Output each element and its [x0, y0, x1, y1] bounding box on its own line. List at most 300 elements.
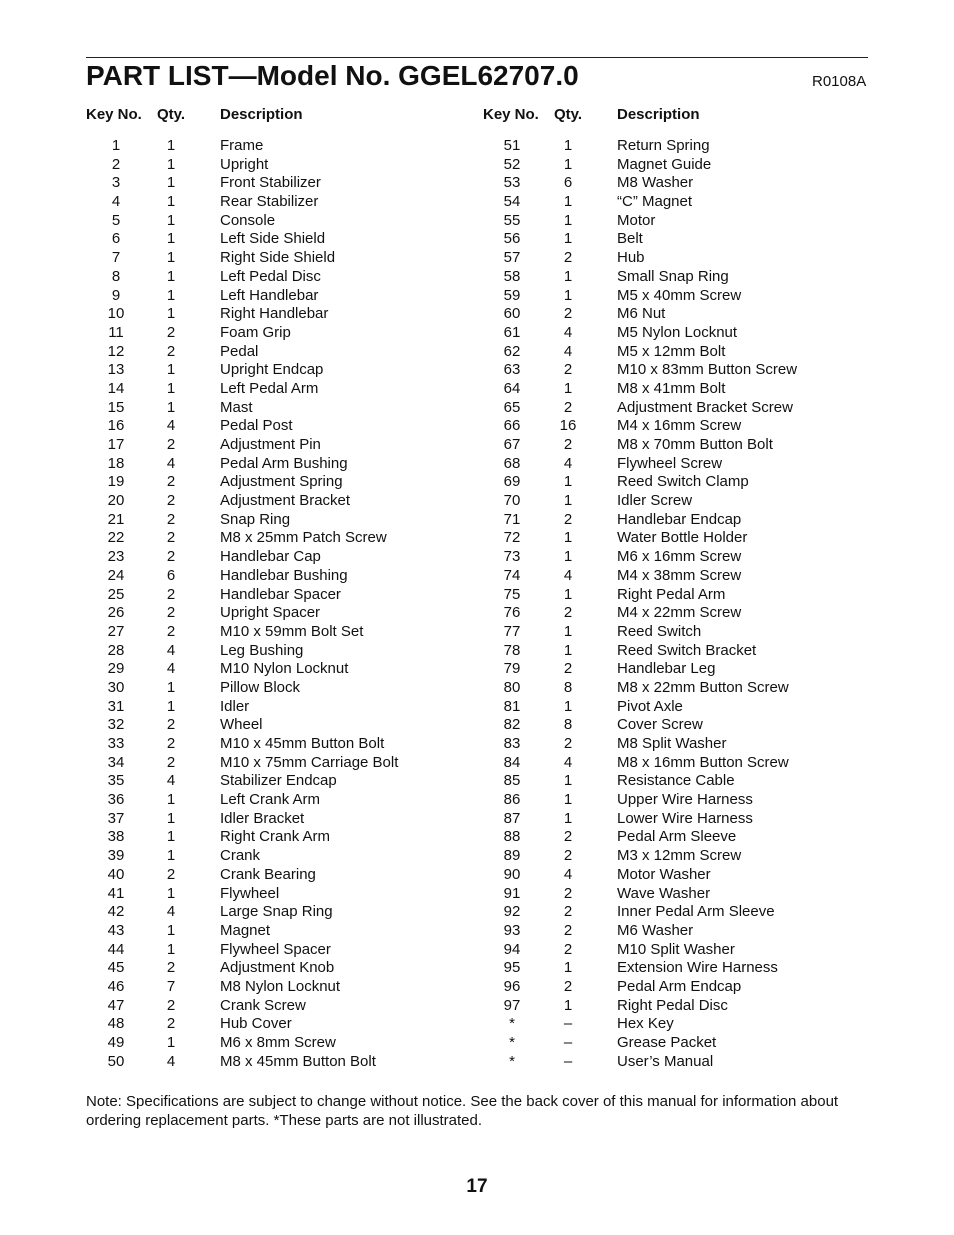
- part-description: Magnet Guide: [617, 155, 712, 173]
- part-key-number: 65: [503, 398, 521, 416]
- footnote: Note: Specifications are subject to change without notice. See the back cover of this manual for information about ordering replacement parts. *These parts are not illustrated.: [86, 1093, 839, 1129]
- part-row: [0, 679, 954, 698]
- part-key-number: 44: [107, 940, 125, 958]
- part-key-number: 71: [503, 510, 521, 528]
- part-description: Flywheel Spacer: [220, 940, 331, 958]
- right-header-qty: Qty.: [554, 106, 583, 123]
- part-description: Crank Screw: [220, 996, 306, 1014]
- part-description: Adjustment Bracket Screw: [617, 398, 793, 416]
- part-row: [0, 735, 954, 754]
- part-description: User’s Manual: [617, 1052, 714, 1070]
- part-description: Handlebar Spacer: [220, 585, 341, 603]
- part-row: [0, 399, 954, 418]
- part-row: [0, 174, 954, 193]
- part-key-number: 73: [503, 548, 521, 566]
- part-quantity: 2: [166, 492, 176, 510]
- part-quantity: 1: [563, 155, 573, 173]
- part-quantity: 2: [563, 977, 573, 995]
- part-description: Crank: [220, 847, 261, 865]
- right-header-description: Description: [617, 106, 700, 123]
- part-description: Pedal Post: [220, 417, 293, 435]
- left-header-key: Key No.: [86, 106, 142, 123]
- part-quantity: 4: [563, 753, 573, 771]
- part-key-number: 83: [503, 735, 521, 752]
- part-quantity: 2: [166, 716, 176, 734]
- part-key-number: 66: [503, 417, 521, 435]
- part-description: Upper Wire Harness: [617, 791, 753, 809]
- part-quantity: 8: [563, 678, 573, 696]
- part-quantity: 1: [563, 137, 573, 154]
- part-key-number: 25: [107, 585, 125, 603]
- parts-list-right: [0, 137, 954, 1071]
- part-key-number: 74: [503, 566, 521, 584]
- part-description: Return Spring: [617, 137, 710, 154]
- part-description: M10 Split Washer: [617, 940, 735, 958]
- part-quantity: 4: [563, 342, 573, 360]
- part-quantity: 1: [563, 791, 573, 809]
- part-description: Handlebar Bushing: [220, 566, 348, 584]
- part-description: Right Pedal Disc: [617, 996, 728, 1014]
- part-description: Upright: [220, 155, 269, 173]
- part-quantity: 7: [166, 977, 176, 995]
- part-row: [0, 324, 954, 343]
- part-quantity: 2: [166, 753, 176, 771]
- part-description: Small Snap Ring: [617, 267, 729, 285]
- part-key-number: 37: [107, 809, 125, 827]
- part-description: Hub Cover: [220, 1015, 292, 1033]
- part-quantity: 1: [563, 230, 573, 248]
- part-row: [0, 623, 954, 642]
- part-description: Grease Packet: [617, 1034, 717, 1051]
- part-key-number: 1: [111, 137, 121, 154]
- part-row: [0, 698, 954, 717]
- part-quantity: 4: [166, 454, 176, 472]
- part-quantity: 1: [563, 585, 573, 603]
- part-quantity: 1: [563, 473, 573, 491]
- part-description: M8 x 16mm Button Screw: [617, 753, 789, 771]
- part-quantity: 4: [563, 323, 573, 341]
- part-description: M5 x 40mm Screw: [617, 286, 742, 304]
- part-quantity: 2: [563, 735, 573, 752]
- part-quantity: 1: [166, 267, 176, 285]
- part-key-number: 78: [503, 641, 521, 659]
- part-key-number: 32: [107, 716, 125, 734]
- part-description: M6 x 16mm Screw: [617, 548, 742, 566]
- part-key-number: 90: [503, 865, 521, 883]
- part-description: M8 x 41mm Bolt: [617, 379, 726, 397]
- part-row: [0, 1053, 954, 1072]
- right-header-key: Key No.: [483, 106, 539, 123]
- part-description: M5 x 12mm Bolt: [617, 342, 726, 360]
- part-description: Wheel: [220, 716, 263, 734]
- page-number: 17: [466, 1176, 488, 1197]
- part-description: Lower Wire Harness: [617, 809, 753, 827]
- part-description: M10 x 45mm Button Bolt: [220, 735, 385, 752]
- part-description: M6 Nut: [617, 305, 666, 323]
- part-key-number: 27: [107, 622, 125, 640]
- part-quantity: 2: [563, 249, 573, 267]
- part-key-number: 19: [107, 473, 125, 491]
- part-description: Adjustment Pin: [220, 436, 321, 453]
- part-key-number: 11: [108, 323, 124, 341]
- part-key-number: 38: [107, 828, 125, 846]
- part-quantity: 1: [166, 174, 176, 192]
- part-row: [0, 455, 954, 474]
- part-key-number: 43: [107, 921, 125, 939]
- part-key-number: 76: [503, 604, 521, 622]
- part-quantity: 1: [166, 1034, 176, 1051]
- part-row: [0, 810, 954, 829]
- part-description: M8 Nylon Locknut: [220, 977, 341, 995]
- part-quantity: 2: [166, 585, 176, 603]
- part-quantity: 2: [563, 660, 573, 678]
- part-quantity: 1: [563, 529, 573, 547]
- part-description: Foam Grip: [220, 323, 291, 341]
- part-description: M6 x 8mm Screw: [220, 1034, 336, 1051]
- part-description: Pillow Block: [220, 678, 301, 696]
- part-description: Extension Wire Harness: [617, 959, 778, 977]
- part-description: Motor Washer: [617, 865, 711, 883]
- part-description: M8 x 45mm Button Bolt: [220, 1052, 376, 1070]
- part-quantity: 4: [166, 772, 176, 790]
- part-quantity: 2: [166, 1015, 176, 1033]
- part-quantity: 2: [563, 398, 573, 416]
- part-description: Reed Switch Clamp: [617, 473, 749, 491]
- part-key-number: 46: [107, 977, 125, 995]
- part-description: Left Crank Arm: [220, 791, 321, 809]
- part-quantity: 1: [563, 772, 573, 790]
- part-quantity: 2: [563, 604, 573, 622]
- part-row: [0, 847, 954, 866]
- part-description: M8 x 25mm Patch Screw: [220, 529, 387, 547]
- part-key-number: 20: [107, 492, 125, 510]
- part-key-number: 84: [503, 753, 521, 771]
- part-description: Front Stabilizer: [220, 174, 321, 192]
- part-quantity: 6: [166, 566, 176, 584]
- part-quantity: 8: [563, 716, 573, 734]
- part-key-number: 95: [503, 959, 521, 977]
- part-description: M4 x 38mm Screw: [617, 566, 742, 584]
- part-row: [0, 903, 954, 922]
- part-key-number: 39: [107, 847, 125, 865]
- part-row: [0, 548, 954, 567]
- part-row: [0, 529, 954, 548]
- part-description: Idler Screw: [617, 492, 693, 510]
- part-quantity: 1: [563, 641, 573, 659]
- part-quantity: 4: [563, 865, 573, 883]
- part-key-number: 91: [503, 884, 521, 902]
- part-description: Motor: [617, 211, 656, 229]
- part-key-number: 2: [111, 155, 121, 173]
- part-quantity: 2: [563, 884, 573, 902]
- part-key-number: 13: [107, 361, 125, 379]
- part-description: Magnet: [220, 921, 271, 939]
- part-quantity: 2: [166, 473, 176, 491]
- part-quantity: 4: [166, 1052, 176, 1070]
- part-key-number: 58: [503, 267, 521, 285]
- part-key-number: 17: [107, 436, 125, 453]
- part-key-number: 64: [503, 379, 521, 397]
- part-key-number: 88: [503, 828, 521, 846]
- part-key-number: 23: [107, 548, 125, 566]
- part-description: Pivot Axle: [617, 697, 683, 715]
- part-key-number: 12: [107, 342, 125, 360]
- part-row: [0, 660, 954, 679]
- part-description: M4 x 16mm Screw: [617, 417, 742, 435]
- part-description: Flywheel: [220, 884, 280, 902]
- part-key-number: 16: [107, 417, 125, 435]
- part-description: Left Side Shield: [220, 230, 326, 248]
- part-key-number: 50: [107, 1052, 125, 1070]
- part-key-number: 97: [503, 996, 521, 1014]
- part-row: [0, 287, 954, 306]
- part-quantity: 1: [563, 622, 573, 640]
- part-quantity: 1: [166, 249, 176, 267]
- part-row: [0, 997, 954, 1016]
- part-quantity: 4: [166, 903, 176, 921]
- part-quantity: 2: [563, 510, 573, 528]
- top-rule: [86, 57, 868, 58]
- part-key-number: *: [509, 1052, 515, 1070]
- part-description: Pedal Arm Bushing: [220, 454, 348, 472]
- part-quantity: 2: [563, 305, 573, 323]
- part-key-number: 3: [111, 174, 121, 192]
- part-description: Left Pedal Arm: [220, 379, 319, 397]
- part-key-number: 82: [503, 716, 521, 734]
- part-description: M8 Split Washer: [617, 735, 727, 752]
- part-description: Handlebar Leg: [617, 660, 716, 678]
- part-quantity: 2: [166, 342, 176, 360]
- part-quantity: 1: [166, 286, 176, 304]
- part-description: Console: [220, 211, 276, 229]
- part-description: Stabilizer Endcap: [220, 772, 337, 790]
- part-quantity: 1: [166, 193, 176, 211]
- part-description: Pedal: [220, 342, 259, 360]
- part-key-number: 42: [107, 903, 125, 921]
- part-description: Adjustment Bracket: [220, 492, 351, 510]
- part-description: Large Snap Ring: [220, 903, 333, 921]
- part-key-number: 62: [503, 342, 521, 360]
- part-key-number: 80: [503, 678, 521, 696]
- part-key-number: 35: [107, 772, 125, 790]
- part-quantity: –: [563, 1052, 573, 1070]
- left-header-description: Description: [220, 106, 303, 123]
- part-quantity: 1: [563, 809, 573, 827]
- part-row: [0, 866, 954, 885]
- part-key-number: 26: [107, 604, 125, 622]
- part-quantity: 1: [166, 791, 176, 809]
- part-description: “C” Magnet: [617, 193, 693, 211]
- part-quantity: 1: [563, 211, 573, 229]
- part-quantity: 1: [166, 809, 176, 827]
- part-row: [0, 922, 954, 941]
- part-description: Adjustment Spring: [220, 473, 343, 491]
- part-key-number: 5: [111, 211, 121, 229]
- part-row: [0, 305, 954, 324]
- part-key-number: 89: [503, 847, 521, 865]
- part-quantity: 2: [166, 548, 176, 566]
- part-quantity: 2: [563, 361, 573, 379]
- part-description: M6 Washer: [617, 921, 694, 939]
- part-description: Rear Stabilizer: [220, 193, 319, 211]
- part-description: Crank Bearing: [220, 865, 316, 883]
- part-key-number: 10: [107, 305, 125, 323]
- part-row: [0, 941, 954, 960]
- part-key-number: 22: [107, 529, 125, 547]
- part-key-number: 68: [503, 454, 521, 472]
- part-description: M10 x 83mm Button Screw: [617, 361, 798, 379]
- part-key-number: 60: [503, 305, 521, 323]
- part-key-number: 61: [503, 323, 521, 341]
- part-row: [0, 249, 954, 268]
- part-key-number: 40: [107, 865, 125, 883]
- document-code: R0108A: [812, 73, 867, 90]
- part-quantity: 1: [166, 361, 176, 379]
- part-quantity: 1: [166, 230, 176, 248]
- part-row: [0, 511, 954, 530]
- part-row: [0, 604, 954, 623]
- part-key-number: 41: [107, 884, 125, 902]
- part-key-number: 72: [503, 529, 521, 547]
- part-key-number: 45: [107, 959, 125, 977]
- part-quantity: 1: [563, 379, 573, 397]
- part-key-number: 30: [107, 678, 125, 696]
- part-row: [0, 978, 954, 997]
- part-key-number: 34: [107, 753, 125, 771]
- part-key-number: 96: [503, 977, 521, 995]
- part-quantity: 1: [166, 211, 176, 229]
- part-description: Wave Washer: [617, 884, 711, 902]
- part-key-number: 57: [503, 249, 521, 267]
- part-description: Adjustment Knob: [220, 959, 335, 977]
- part-row: [0, 791, 954, 810]
- part-quantity: –: [563, 1015, 573, 1033]
- part-row: [0, 268, 954, 287]
- part-quantity: 1: [166, 305, 176, 323]
- part-key-number: 52: [503, 155, 521, 173]
- part-quantity: 2: [166, 865, 176, 883]
- part-quantity: 2: [166, 996, 176, 1014]
- part-description: Cover Screw: [617, 716, 703, 734]
- part-description: Reed Switch Bracket: [617, 641, 757, 659]
- part-description: Inner Pedal Arm Sleeve: [617, 903, 775, 921]
- part-row: [0, 828, 954, 847]
- part-description: Flywheel Screw: [617, 454, 723, 472]
- part-quantity: 4: [563, 454, 573, 472]
- part-quantity: 2: [563, 921, 573, 939]
- part-quantity: 1: [166, 847, 176, 865]
- part-description: Left Handlebar: [220, 286, 319, 304]
- part-description: Right Crank Arm: [220, 828, 331, 846]
- part-description: Upright Endcap: [220, 361, 324, 379]
- part-key-number: 56: [503, 230, 521, 248]
- part-key-number: *: [509, 1015, 515, 1033]
- part-quantity: 1: [166, 137, 176, 154]
- part-key-number: 24: [107, 566, 125, 584]
- part-description: M4 x 22mm Screw: [617, 604, 742, 622]
- part-row: [0, 1034, 954, 1053]
- part-row: [0, 716, 954, 735]
- part-description: M8 x 22mm Button Screw: [617, 678, 789, 696]
- part-description: Hub: [617, 249, 645, 267]
- part-quantity: 2: [166, 510, 176, 528]
- part-key-number: 81: [503, 697, 521, 715]
- part-key-number: *: [509, 1034, 515, 1051]
- part-key-number: 21: [107, 510, 125, 528]
- part-quantity: 4: [166, 660, 176, 678]
- part-quantity: 2: [563, 436, 573, 453]
- part-description: Leg Bushing: [220, 641, 304, 659]
- part-description: Pedal Arm Sleeve: [617, 828, 737, 846]
- part-row: [0, 885, 954, 904]
- part-quantity: 1: [166, 678, 176, 696]
- part-quantity: 2: [166, 604, 176, 622]
- part-key-number: 59: [503, 286, 521, 304]
- part-quantity: 4: [563, 566, 573, 584]
- part-key-number: 14: [107, 379, 125, 397]
- part-quantity: 4: [166, 641, 176, 659]
- part-row: [0, 492, 954, 511]
- part-description: Idler Bracket: [220, 809, 305, 827]
- part-key-number: 18: [107, 454, 125, 472]
- part-quantity: 2: [166, 529, 176, 547]
- part-description: Handlebar Endcap: [617, 510, 742, 528]
- part-key-number: 93: [503, 921, 521, 939]
- part-row: [0, 156, 954, 175]
- part-quantity: 1: [166, 398, 176, 416]
- part-key-number: 9: [111, 286, 121, 304]
- part-description: Snap Ring: [220, 510, 291, 528]
- part-row: [0, 380, 954, 399]
- part-quantity: 1: [563, 492, 573, 510]
- part-key-number: 67: [503, 436, 521, 453]
- part-key-number: 49: [107, 1034, 125, 1051]
- part-quantity: 2: [563, 940, 573, 958]
- part-key-number: 54: [503, 193, 521, 211]
- part-row: [0, 361, 954, 380]
- part-row: [0, 642, 954, 661]
- part-quantity: –: [563, 1034, 573, 1051]
- part-description: Frame: [220, 137, 264, 154]
- part-description: Hex Key: [617, 1015, 674, 1033]
- part-description: Left Pedal Disc: [220, 267, 321, 285]
- part-key-number: 31: [107, 697, 125, 715]
- part-key-number: 55: [503, 211, 521, 229]
- part-description: M8 x 70mm Button Bolt: [617, 436, 773, 453]
- part-row: [0, 473, 954, 492]
- part-description: Idler: [220, 697, 250, 715]
- part-description: Handlebar Cap: [220, 548, 321, 566]
- part-key-number: 29: [107, 660, 125, 678]
- part-row: [0, 586, 954, 605]
- part-key-number: 79: [503, 660, 521, 678]
- part-description: Pedal Arm Endcap: [617, 977, 742, 995]
- part-key-number: 70: [503, 492, 521, 510]
- part-row: [0, 137, 954, 156]
- part-row: [0, 212, 954, 231]
- part-key-number: 48: [107, 1015, 125, 1033]
- part-key-number: 7: [111, 249, 121, 267]
- part-quantity: 6: [563, 174, 573, 192]
- part-row: [0, 230, 954, 249]
- left-header-qty: Qty.: [157, 106, 186, 123]
- part-key-number: 51: [503, 137, 521, 154]
- part-key-number: 94: [503, 940, 521, 958]
- part-quantity: 2: [166, 622, 176, 640]
- part-description: Right Pedal Arm: [617, 585, 726, 603]
- part-key-number: 47: [107, 996, 125, 1014]
- part-quantity: 2: [166, 735, 176, 752]
